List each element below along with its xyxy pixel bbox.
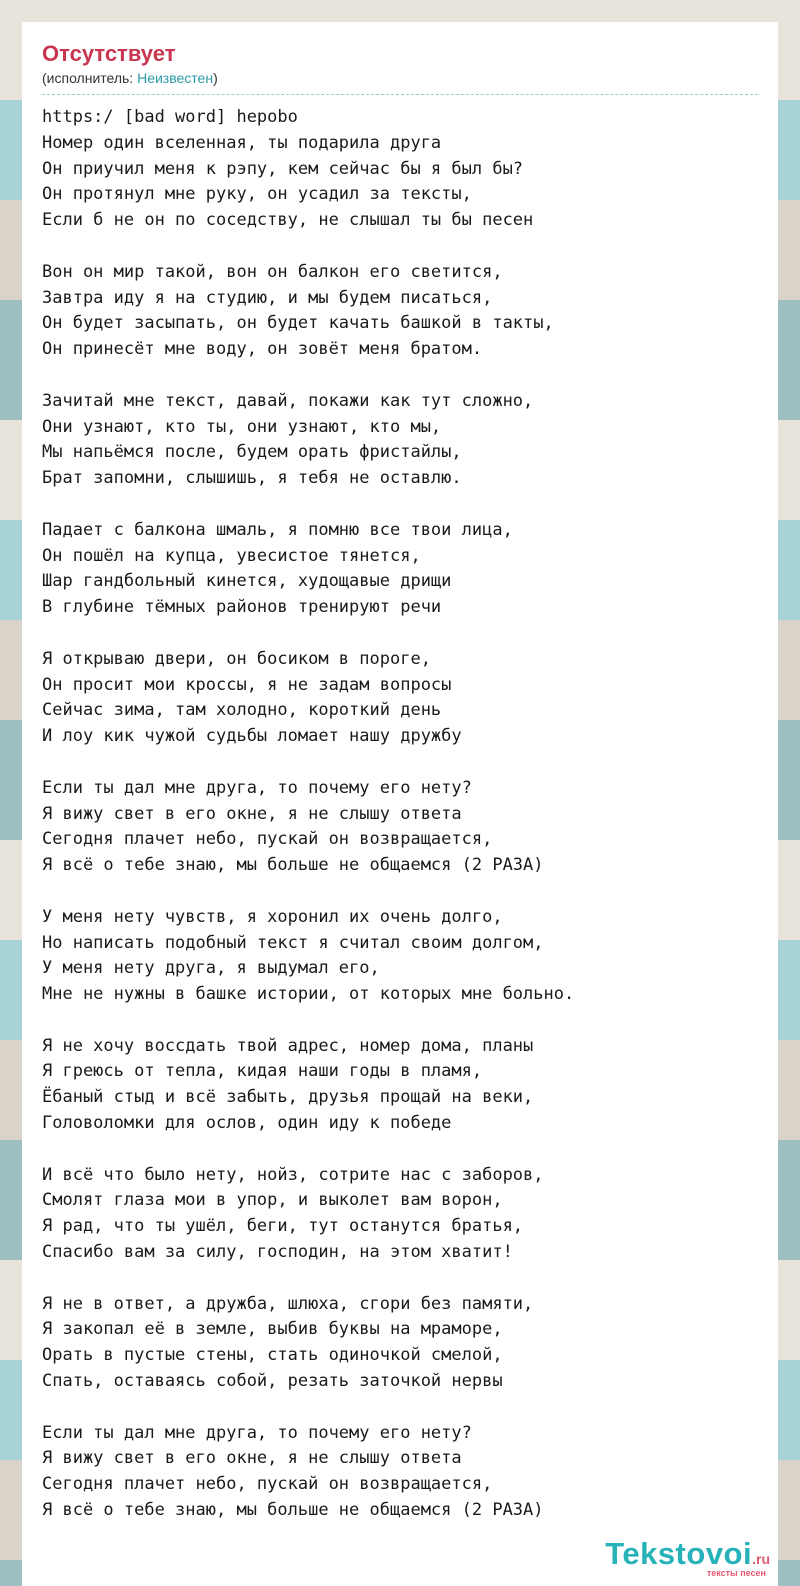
stanza-gap <box>42 234 758 260</box>
stanza-gap <box>42 1137 758 1163</box>
lyric-line: Я рад, что ты ушёл, беги, тут останутся братья, <box>42 1216 524 1237</box>
lyric-line: Но написать подобный текст я считал своим долгом, <box>42 932 544 953</box>
lyric-line: Вон он мир такой, вон он балкон его светится, <box>42 261 503 282</box>
lyric-line: Головоломки для ослов, один иду к победе <box>42 1113 452 1134</box>
lyric-line: У меня нету друга, я выдумал его, <box>42 958 380 979</box>
lyric-line: Он будет засыпать, он будет качать башкой в такты, <box>42 313 554 334</box>
lyric-line: Орать в пустые стены, стать одиночкой смелой, <box>42 1345 503 1366</box>
logo-wordmark: Tekstovoi <box>605 1536 753 1571</box>
stanza-gap <box>42 492 758 518</box>
lyric-line: И всё что было нету, нойз, сотрите нас с заборов, <box>42 1164 544 1185</box>
lyric-line: Сегодня плачет небо, пускай он возвращается, <box>42 1474 493 1495</box>
lyric-line: Я закопал её в земле, выбив буквы на мраморе, <box>42 1319 503 1340</box>
lyric-line: Зачитай мне текст, давай, покажи как тут сложно, <box>42 390 534 411</box>
site-logo[interactable] <box>605 1536 770 1578</box>
lyric-line: У меня нету чувств, я хоронил их очень долго, <box>42 906 503 927</box>
lyric-line: Я не хочу воссдать твой адрес, номер дома, планы <box>42 1035 534 1056</box>
lyric-line: Падает с балкона шмаль, я помню все твои лица, <box>42 519 513 540</box>
song-title: Отсутствует <box>42 41 176 66</box>
lyric-line: Сегодня плачет небо, пускай он возвращается, <box>42 829 493 850</box>
stanza-gap <box>42 879 758 905</box>
stanza-gap <box>42 750 758 776</box>
lyric-line: Спать, оставаясь собой, резать заточкой нервы <box>42 1371 503 1392</box>
title-divider <box>42 94 758 95</box>
stanza-gap <box>42 1008 758 1034</box>
lyric-line: Сейчас зима, там холодно, короткий день <box>42 700 442 721</box>
lyric-line: Он просит мои кроссы, я не задам вопросы <box>42 674 452 695</box>
artist-suffix: ) <box>213 70 218 86</box>
lyric-line: Мне не нужны в башке истории, от которых мне больно. <box>42 984 575 1005</box>
artist-line <box>42 68 758 88</box>
lyric-line: Я вижу свет в его окне, я не слышу ответа <box>42 803 462 824</box>
lyric-line: Я всё о тебе знаю, мы больше не общаемся (2 РАЗА) <box>42 1500 544 1521</box>
lyric-line: Смолят глаза мои в упор, и выколет вам ворон, <box>42 1190 503 1211</box>
artist-link[interactable]: Неизвестен <box>137 70 214 86</box>
lyric-line: Я греюсь от тепла, кидая наши годы в пламя, <box>42 1061 483 1082</box>
lyric-line: В глубине тёмных районов тренируют речи <box>42 597 442 618</box>
logo-domain: .ru <box>752 1551 770 1567</box>
stanza-gap <box>42 363 758 389</box>
lyric-line: Шар гандбольный кинется, худощавые дрищи <box>42 571 452 592</box>
lyric-line: Завтра иду я на студию, и мы будем писаться, <box>42 287 493 308</box>
artist-prefix: (исполнитель: <box>42 70 138 86</box>
lyric-line: Если ты дал мне друга, то почему его нету? <box>42 1422 472 1443</box>
lyric-line: И лоу кик чужой судьбы ломает нашу дружбу <box>42 726 462 747</box>
lyric-line: Если б не он по соседству, не слышал ты бы песен <box>42 210 534 231</box>
lyric-line: Если ты дал мне друга, то почему его нету? <box>42 777 472 798</box>
lyric-line: Они узнают, кто ты, они узнают, кто мы, <box>42 416 442 437</box>
lyric-line: Он приучил меня к рэпу, кем сейчас бы я был бы? <box>42 158 524 179</box>
lyrics-card <box>22 22 778 1586</box>
lyric-line: Брат запомни, слышишь, я тебя не оставлю. <box>42 468 462 489</box>
lyric-line: Я открываю двери, он босиком в пороге, <box>42 648 431 669</box>
stanza-gap <box>42 1266 758 1292</box>
logo-tagline: тексты песен <box>706 1568 766 1578</box>
lyric-line: Я вижу свет в его окне, я не слышу ответа <box>42 1448 462 1469</box>
lyric-line: Мы напьёмся после, будем орать фристайлы, <box>42 442 462 463</box>
lyric-line: Я всё о тебе знаю, мы больше не общаемся (2 РАЗА) <box>42 855 544 876</box>
lyric-line: Номер один вселенная, ты подарила друга <box>42 132 442 153</box>
stanza-gap <box>42 621 758 647</box>
lyric-line: Я не в ответ, а дружба, шлюха, сгори без памяти, <box>42 1293 534 1314</box>
lyric-line: Ёбаный стыд и всё забыть, друзья прощай на веки, <box>42 1087 534 1108</box>
lyric-line: Он принесёт мне воду, он зовёт меня братом. <box>42 339 483 360</box>
lyric-line: Спасибо вам за силу, господин, на этом хватит! <box>42 1242 513 1263</box>
lyrics-text <box>42 105 758 1524</box>
lyric-line: Он пошёл на купца, увесистое тянется, <box>42 545 421 566</box>
stanza-gap <box>42 1395 758 1421</box>
lyric-line: https:/ [bad word] hepobo <box>42 107 298 127</box>
lyric-line: Он протянул мне руку, он усадил за тексты, <box>42 184 472 205</box>
